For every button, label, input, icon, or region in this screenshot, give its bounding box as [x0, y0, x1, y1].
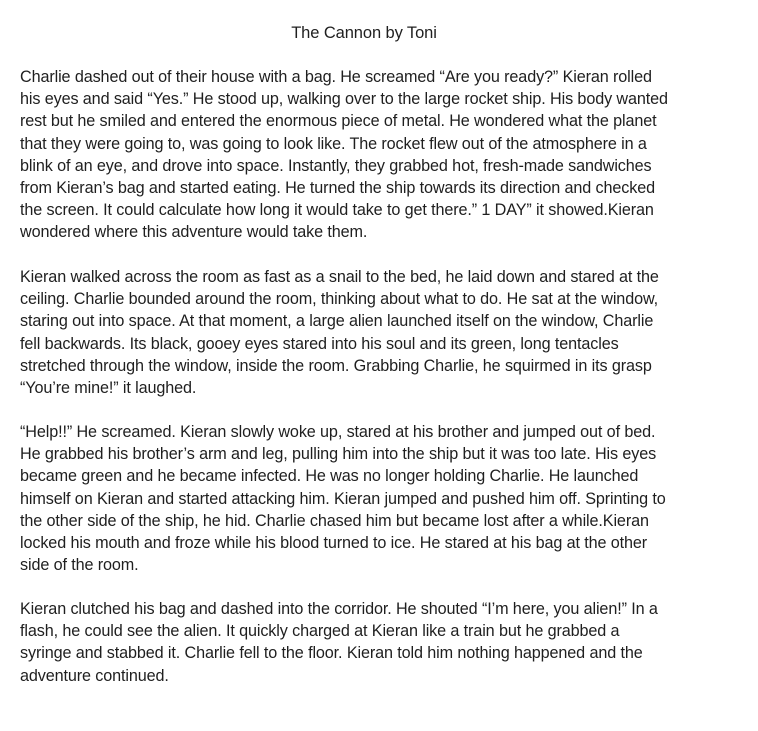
- paragraph-4: [20, 598, 658, 687]
- text-line: fell backwards. Its black, gooey eyes stared into his soul and its green, long tentacles: [20, 334, 619, 353]
- text-line: side of the room.: [20, 556, 139, 575]
- text-line: himself on Kieran and started attacking him. Kieran jumped and pushed him off. Sprinting to: [20, 489, 666, 508]
- document-title: The Cannon by Toni: [291, 24, 437, 42]
- text-line: He grabbed his brother’s arm and leg, pulling him into the ship but it was too late. His eyes: [20, 445, 657, 464]
- text-line: syringe and stabbed it. Charlie fell to the floor. Kieran told him nothing happened and the: [20, 644, 643, 663]
- text-line: flash, he could see the alien. It quickly charged at Kieran like a train but he grabbed a: [20, 622, 620, 641]
- text-line: “Help!!” He screamed. Kieran slowly woke up, stared at his brother and jumped out of bed.: [20, 423, 656, 441]
- text-line: staring out into space. At that moment, a large alien launched itself on the window, Charlie: [20, 312, 654, 331]
- text-line: his eyes and said “Yes.” He stood up, walking over to the large rocket ship. His body wanted: [20, 90, 668, 109]
- text-line: Kieran walked across the room as fast as a snail to the bed, he laid down and stared at the: [20, 268, 659, 286]
- text-line: became green and he became infected. He was no longer holding Charlie. He launched: [20, 467, 639, 486]
- paragraph-2: [20, 266, 659, 399]
- text-line: blink of an eye, and drove into space. Instantly, they grabbed hot, fresh-made sandwiches: [20, 156, 652, 175]
- text-line: the screen. It could calculate how long it would take to get there.” 1 DAY” it showed.Kieran: [20, 201, 654, 220]
- text-line: rest but he smiled and entered the enormous piece of metal. He wondered what the planet: [20, 112, 657, 131]
- text-line: adventure continued.: [20, 666, 169, 685]
- text-line: stretched through the window, inside the room. Grabbing Charlie, he squirmed in its grasp: [20, 356, 652, 375]
- text-line: ceiling. Charlie bounded around the room, thinking about what to do. He sat at the window,: [20, 290, 659, 309]
- text-line: wondered where this adventure would take them.: [20, 223, 368, 242]
- text-line: Kieran clutched his bag and dashed into the corridor. He shouted “I’m here, you alien!” In a: [20, 600, 658, 618]
- paragraph-1: [20, 66, 668, 244]
- text-line: Charlie dashed out of their house with a bag. He screamed “Are you ready?” Kieran rolled: [20, 68, 652, 86]
- text-line: from Kieran’s bag and started eating. He turned the ship towards its direction and checked: [20, 179, 655, 198]
- paragraph-3: [20, 421, 666, 576]
- text-line: “You’re mine!” it laughed.: [20, 379, 197, 398]
- text-line: that they were going to, was going to look like. The rocket flew out of the atmosphere in a: [20, 134, 647, 153]
- text-line: locked his mouth and froze while his blood turned to ice. He stared at his bag at the other: [20, 534, 648, 553]
- text-line: the other side of the ship, he hid. Charlie chased him but became lost after a while.Kieran: [20, 511, 649, 530]
